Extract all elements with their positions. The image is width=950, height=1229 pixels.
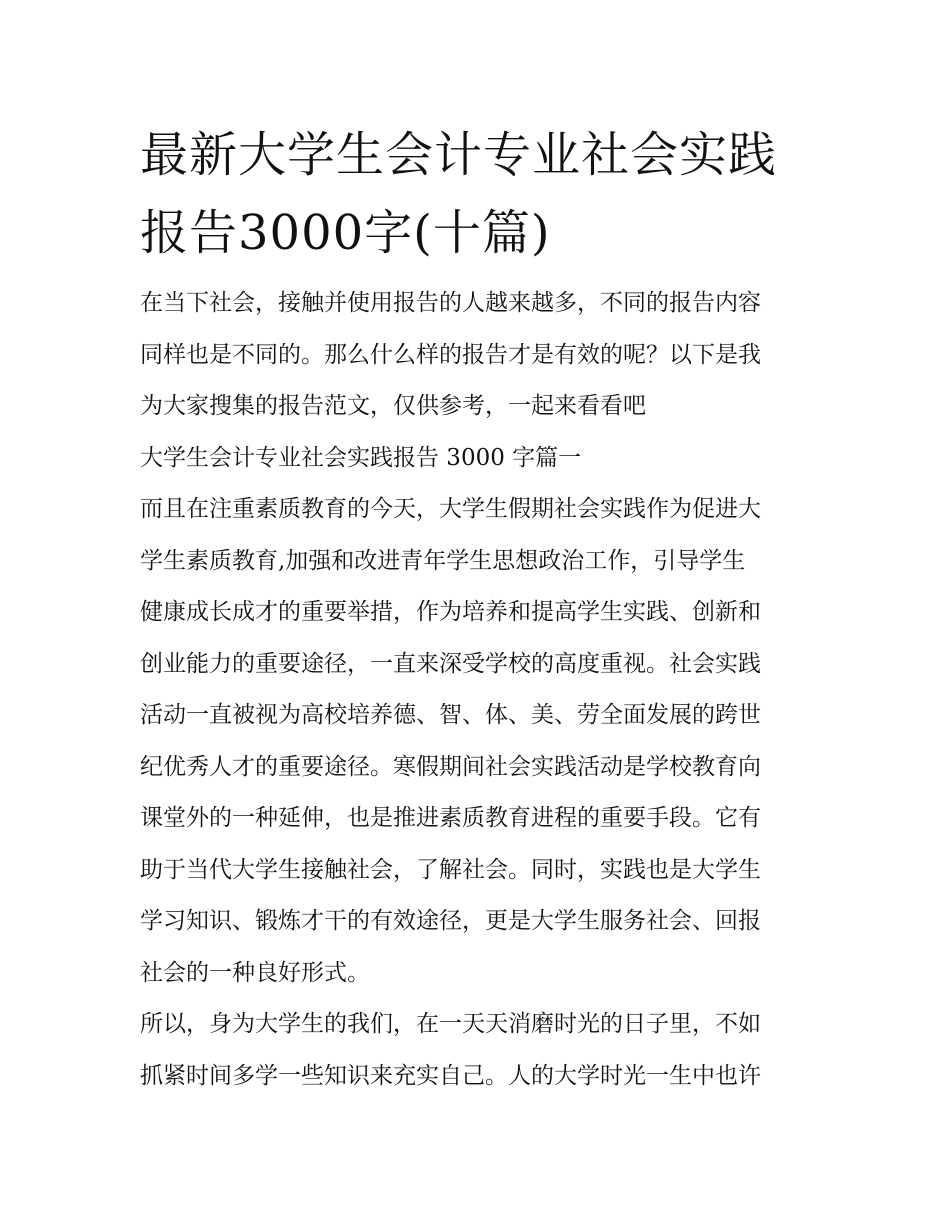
text-line: 健康成长成才的重要举措，作为培养和提高学生实践、创新和 (140, 599, 761, 625)
text-line: 助于当代大学生接触社会，了解社会。同时，实践也是大学生 (140, 856, 761, 883)
text-line: 学习知识、锻炼才干的有效途径，更是大学生服务社会、回报 (140, 908, 761, 934)
text-line: 纪优秀人才的重要途径。寒假期间社会实践活动是学校教育向 (140, 753, 761, 780)
text-line: 为大家搜集的报告范文，仅供参考，一起来看看吧 (140, 393, 646, 419)
text-line: 而且在注重素质教育的今天，大学生假期社会实践作为促进大 (140, 496, 761, 522)
text-line: 抓紧时间多学一些知识来充实自己。人的大学时光一生中也许 (140, 1062, 761, 1089)
title-line-2: 报告3000字(十篇) (140, 205, 551, 261)
text-line: 创业能力的重要途径，一直来深受学校的高度重视。社会实践 (140, 650, 761, 677)
document-title (140, 116, 820, 272)
body-paragraph-2 (140, 999, 820, 1102)
section-heading-text: 大学生会计专业社会实践报告 3000 字篇一 (140, 444, 582, 471)
text-line: 在当下社会，接触并使用报告的人越来越多，不同的报告内容 (140, 290, 761, 316)
document-body (140, 278, 820, 1102)
intro-paragraph (140, 278, 820, 433)
document-content (140, 116, 820, 1102)
text-line: 课堂外的一种延伸，也是推进素质教育进程的重要手段。它有 (140, 805, 761, 831)
text-line: 学生素质教育,加强和改进青年学生思想政治工作，引导学生 (140, 547, 746, 574)
text-line: 社会的一种良好形式。 (140, 959, 370, 986)
text-line: 活动一直被视为高校培养德、智、体、美、劳全面发展的跨世 (140, 702, 761, 728)
text-line: 同样也是不同的。那么什么样的报告才是有效的呢？以下是我 (140, 341, 761, 368)
body-paragraph-1 (140, 484, 820, 999)
title-line-1: 最新大学生会计专业社会实践 (140, 127, 778, 183)
section-heading (140, 433, 820, 485)
text-line: 所以，身为大学生的我们，在一天天消磨时光的日子里，不如 (140, 1011, 761, 1037)
